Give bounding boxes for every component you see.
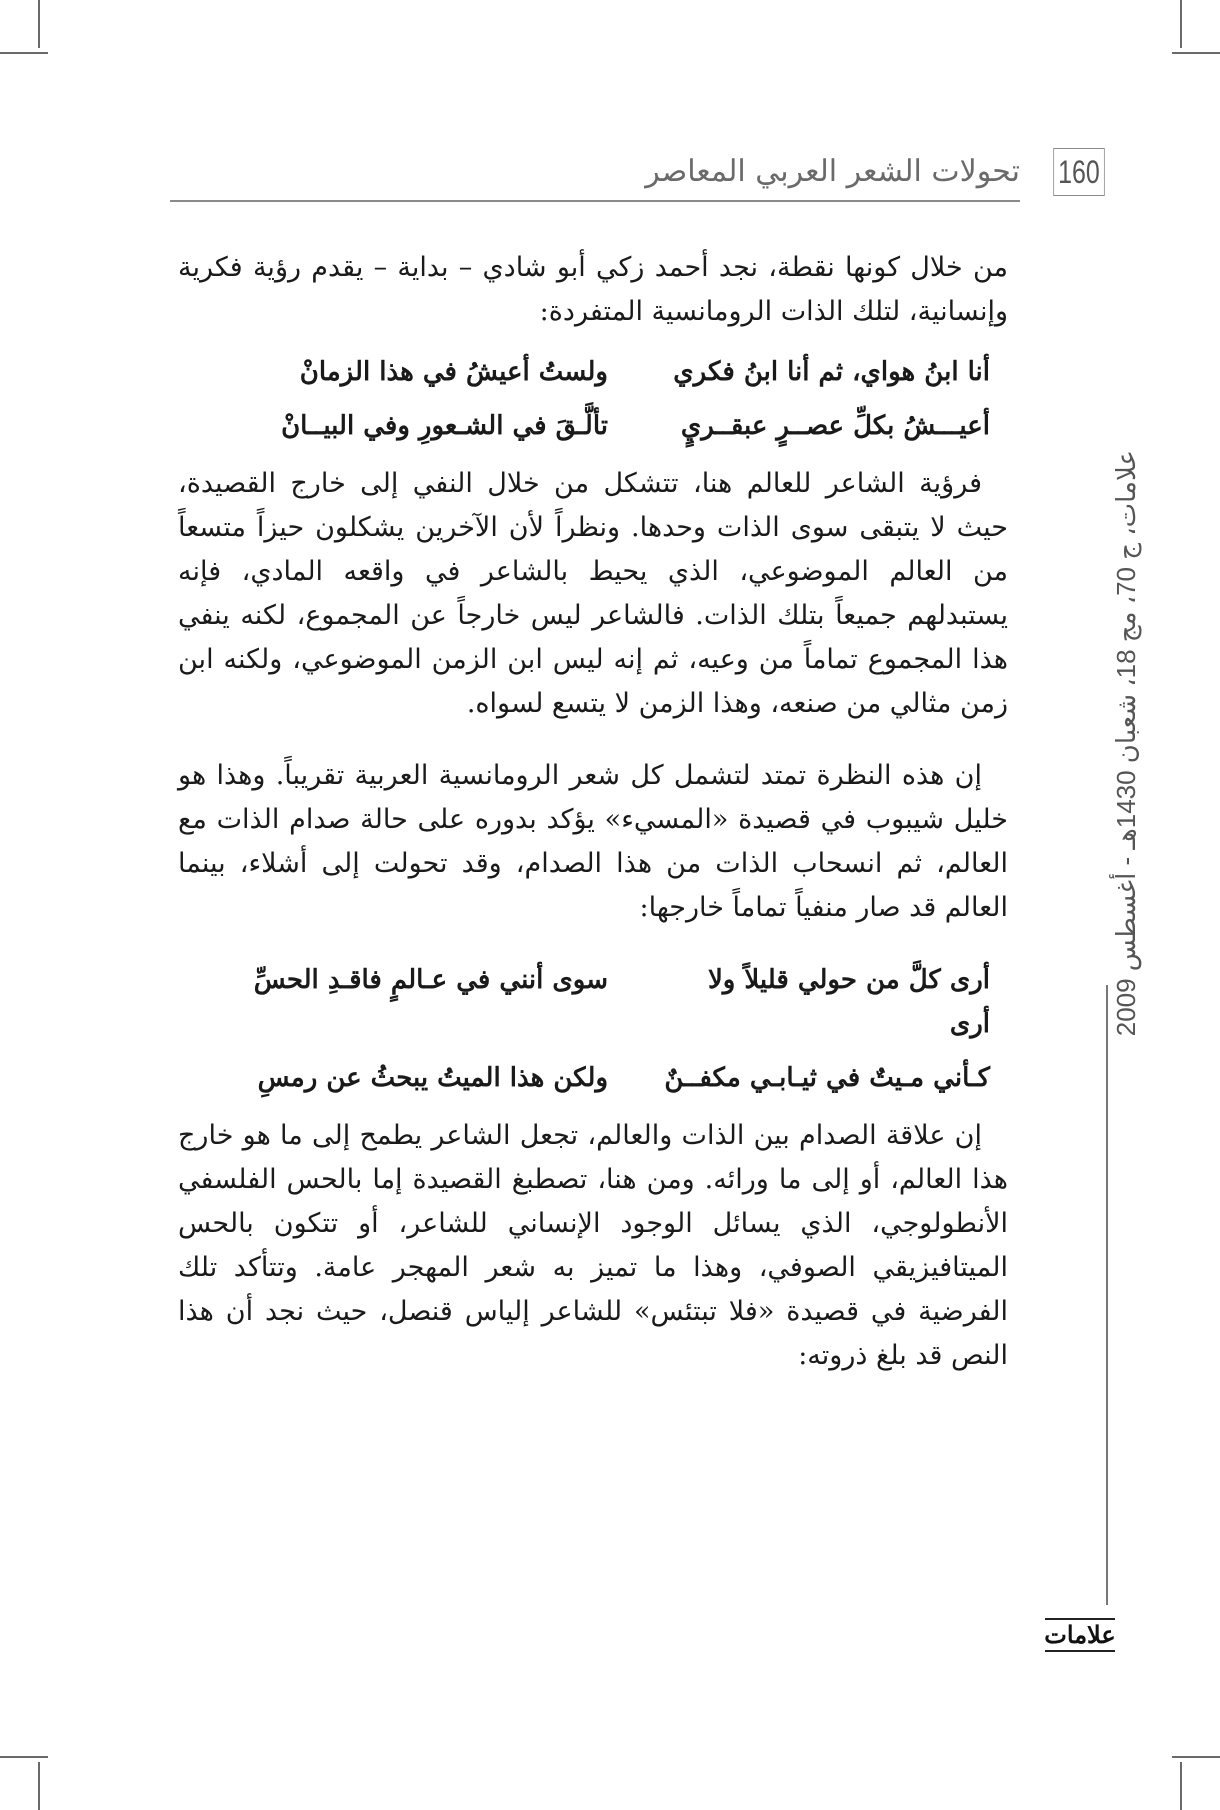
verse-2-line-2 (178, 1056, 1008, 1100)
paragraph-2: فرؤية الشاعر للعالم هنا، تتشكل من خلال النفي إلى خارج القصيدة، حيث لا يتبقى سوى الذات وحدها. ونظراً لأن الآخرين يشكلون حيزاً متسعاً من العالم الموضوعي، الذي يحيط بالشاعر في واقعه المادي، فإنه يستبدلهم جميعاً بتلك الذات. فالشاعر ليس خارجاً عن المجموع، لكنه ينفي هذا المجموع تماماً من وعيه، ثم إنه ليس ابن الزمن الموضوعي، ولكنه ابن زمن مثالي من صنعه، وهذا الزمن لا يتسع لسواه. (178, 468, 1008, 719)
crop-mark-top-left-v (38, 0, 40, 48)
page-number: 160 (1053, 148, 1104, 196)
verse-2 (178, 958, 1008, 1100)
paragraph-3: إن هذه النظرة تمتد لتشمل كل شعر الرومانسية العربية تقريباً. وهذا هو خليل شيبوب في قصيدة «المسيء» يؤكد بدوره على حالة صدام الذات مع العالم، ثم انسحاب الذات من هذا الصدام، وقد تحولت إلى أشلاء، بينما العالم قد صار منفياً تماماً خارجها: (178, 760, 1008, 923)
hemistich-right: أرى كلَّ من حولي قليلاً ولا أرى (707, 965, 990, 1039)
hemistich-left: تألَّـقَ في الشـعورِ وفي البيــانْ (281, 411, 608, 441)
crop-mark-bottom-right-h (1172, 1756, 1220, 1758)
hemistich-right: أعيـــشُ بكلِّ عصــرٍ عبقــريٍ (680, 411, 990, 441)
crop-mark-top-right-h (1172, 52, 1220, 54)
paragraph-1: من خلال كونها نقطة، نجد أحمد زكي أبو شادي – بداية – يقدم رؤية فكرية وإنسانية، لتلك الذات الرومانسية المتفردة: (178, 252, 1008, 327)
verse-1-line-2 (178, 404, 1008, 448)
journal-issue-info: علامات، ج 70، مج 18، شعبان 1430هـ - أغسطس 2009 (1111, 450, 1141, 1037)
hemistich-right: أنا ابنُ هواي، ثم أنا ابنُ فكري (673, 357, 990, 387)
logo-rule-bottom (1045, 1650, 1115, 1652)
verse-2-line-1 (178, 958, 1008, 1046)
crop-mark-bottom-left-h (0, 1756, 48, 1758)
header-rule (170, 200, 1020, 202)
side-rule (1106, 985, 1108, 1605)
hemistich-left: ولستُ أعيشُ في هذا الزمانْ (299, 357, 608, 387)
paragraph-4: إن علاقة الصدام بين الذات والعالم، تجعل الشاعر يطمح إلى ما هو خارج هذا العالم، أو إلى ما ورائه. ومن هنا، تصطبغ القصيدة إما بالحس الفلسفي الأنطولوجي، الذي يسائل الوجود الإنساني للشاعر، أو تتكون بالحس الميتافيزيقي الصوفي، وهذا ما تميز به شعر المهجر عامة. وتتأكد تلك الفرضية في قصيدة «فلا تبتئس» للشاعر إلياس قنصل، حيث نجد أن هذا النص قد بلغ ذروته: (178, 1120, 1008, 1371)
verse-1-line-1 (178, 350, 1008, 394)
logo-text: علامات (1044, 1620, 1116, 1649)
journal-logo (1040, 1610, 1120, 1660)
running-title: تحولات الشعر العربي المعاصر (645, 154, 1020, 189)
crop-mark-top-left-h (0, 52, 48, 54)
crop-mark-bottom-right-v (1180, 1762, 1182, 1810)
hemistich-left: سوى أنني في عـالمٍ فاقـدِ الحسِّ (253, 965, 608, 995)
hemistich-left: ولكن هذا الميتُ يبحثُ عن رمسِ (257, 1063, 608, 1093)
hemistich-right: كـأني مـيتٌ في ثيـابـي مكفــنٌ (664, 1063, 990, 1093)
crop-mark-top-right-v (1180, 0, 1182, 48)
crop-mark-bottom-left-v (38, 1762, 40, 1810)
verse-1 (178, 350, 1008, 448)
article-body (178, 246, 1008, 1378)
